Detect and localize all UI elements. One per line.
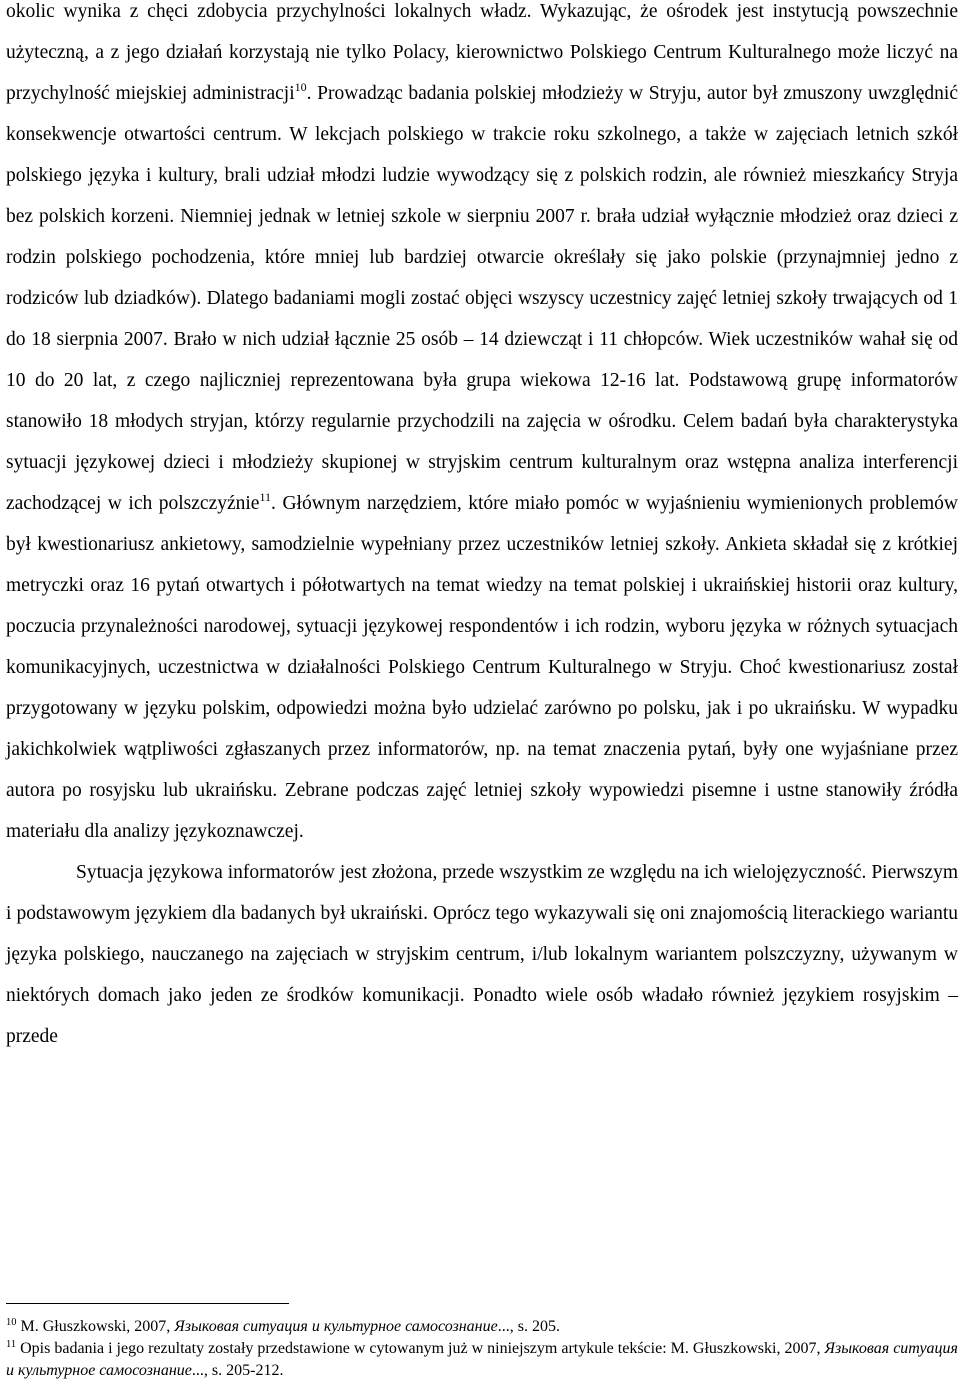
paragraph-1-text-c: . Głównym narzędziem, które miało pomóc w wyjaśnieniu wymienionych problemów był kwestionariusz ankietowy, samodzielnie wypełniany przez uczestników letniej szkoły. Ankieta składał się z krótkiej metryczki oraz 16 pytań otwartych i półotwartych na temat wiedzy na temat polskiej i ukraińskiej historii oraz kultury, poczucia przynależności narodowej, sytuacji językowej respondentów i ich rodzin, wyboru języka w różnych sytuacjach komunikacyjnych, uczestnictwa w działalności Polskiego Centrum Kulturalnego w Stryju. Choć kwestionariusz został przygotowany w języku polskim, odpowiedzi można było udzielać zarówno po polsku, jak i po ukraińsku. W wypadku jakichkolwiek wątpliwości zgłaszanych przez informatorów, np. na temat znaczenia pytań, były one wyjaśniane przez autora po rosyjsku lub ukraińsku. Zebrane podczas zajęć letniej szkoły wypowiedzi pisemne i ustne stanowiły źródła materiału dla analizy językoznawczej. [6,493,959,842]
paragraph-1-text-b: . Prowadząc badania polskiej młodzieży w Stryju, autor był zmuszony uwzględnić konsekwencje otwartości centrum. W lekcjach polskiego w trakcie roku szkolnego, a także w zajęciach letnich szkół polskiego języka i kultury, brali udział młodzi ludzie wywodzący się z polskich rodzin, ale również mieszkańcy Stryja bez polskich korzeni. Niemniej jednak w letniej szkole w sierpniu 2007 r. brała udział wyłącznie młodzież oraz dzieci z rodzin polskiego pochodzenia, które mniej lub bardziej otwarcie określały się jako polskie (przynajmniej jedno z rodziców lub dziadków). Dlatego badaniami mogli zostać objęci wszyscy uczestnicy zajęć letniej szkoły trwających od 1 do 18 sierpnia 2007. Brało w nich udział łącznie 25 osób – 14 dziewcząt i 11 chłopców. Wiek uczestników wahał się od 10 do 20 lat, z czego najliczniej reprezentowana była grupa wiekowa 12-16 lat. Podstawową grupę informatorów stanowiło 18 młodych stryjan, którzy regularnie przychodzili na zajęcia w ośrodku. Celem badań była charakterystyka sytuacji językowej dzieci i młodzieży skupionej w stryjskim centrum kulturalnym oraz wstępna analiza interferencji zachodzącej w ich polszczyźnie [6,83,958,514]
footnote-text: M. Głuszkowski, 2007, [20,1318,175,1335]
footnote-11 [6,1338,958,1382]
paragraph-1-text-a: okolic wynika z chęci zdobycia przychylności lokalnych władz. Wykazując, że ośrodek jest instytucją powszechnie użyteczną, a z jego działań korzystają nie tylko Polacy, kierownictwo Polskiego Centrum Kulturalnego może liczyć na przychylność miejskiej administracji [6,1,958,104]
footnote-number: 10 [6,1317,17,1328]
paragraph-2: Sytuacja językowa informatorów jest złożona, przede wszystkim ze względu na ich wielojęzyczność. Pierwszym i podstawowym językiem dla badanych był ukraiński. Oprócz tego wykazywali się oni znajomością literackiego wariantu języka polskiego, nauczanego na zajęciach w stryjskim centrum, i/lub lokalnym wariantem polszczyzny, używanym w niektórych domach jako jeden ze środków komunikacji. Ponadto wiele osób władało również językiem rosyjskim – przede [6,862,958,1047]
footnote-10 [6,1316,958,1338]
footnote-text: Opis badania i jego rezultaty zostały przedstawione w cytowanym już w niniejszym artykule tekście: M. Głuszkowski, 2007, [20,1340,825,1357]
footnote-text: ..., s. 205-212. [191,1362,284,1379]
footnote-ref-11[interactable]: 11 [259,490,272,504]
paragraph-1 [6,0,958,852]
footnote-separator [6,1303,289,1304]
footnote-text: ..., s. 205. [497,1318,560,1335]
footnote-ref-10[interactable]: 10 [294,80,307,94]
footnote-number: 11 [6,1339,17,1350]
page-body [6,0,958,1057]
footnotes [6,1316,958,1382]
footnote-title: Языковая ситуация и культурное самосознание [174,1318,498,1335]
footnote-title: Языковая ситуация и культурное самосознание [6,1340,958,1379]
